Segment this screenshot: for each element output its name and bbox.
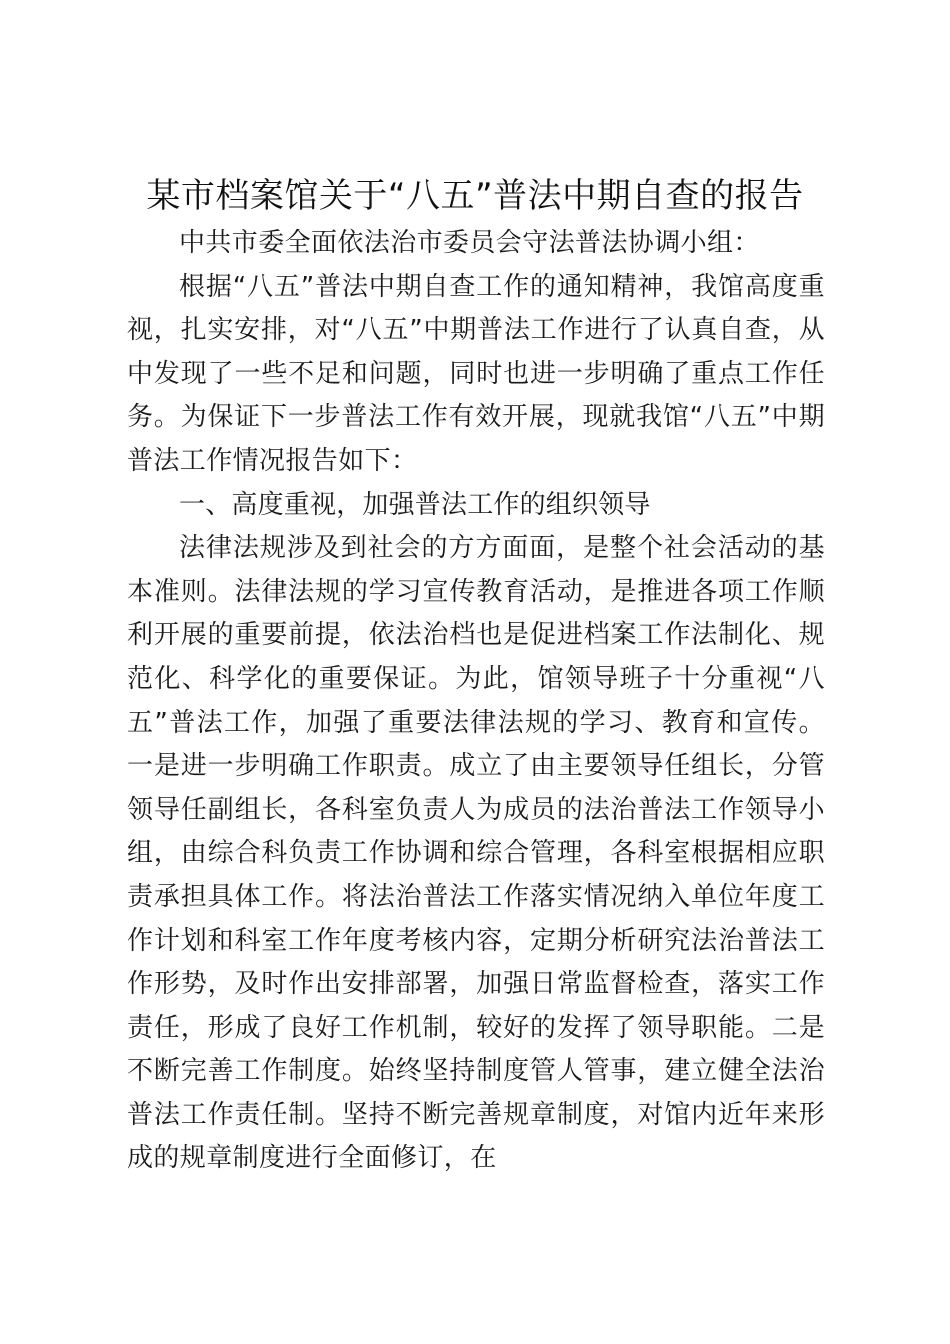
section-heading: 一、高度重视，加强普法工作的组织领导 [179, 489, 651, 520]
document-title: 某市档案馆关于“八五”普法中期自查的报告 [146, 176, 804, 216]
salutation: 中共市委全面依法治市委员会守法普法协调小组： [179, 228, 760, 258]
intro-paragraph: 根据“八五”普法中期自查工作的通知精神，我馆高度重视，扎实安排，对“八五”中期普法工作进行了认真自查，从中发现了一些不足和问题，同时也进一步明确了重点工作任务。为保证下一步普法工作有效开展，现就我馆“八五”中期普法工作情况报告如下： [127, 271, 825, 476]
section-paragraph: 法律法规涉及到社会的方方面面，是整个社会活动的基本准则。法律法规的学习宣传教育活动，是推进各项工作顺利开展的重要前提，依法治档也是促进档案工作法制化、规范化、科学化的重要保证。为此，馆领导班子十分重视“八五”普法工作，加强了重要法律法规的学习、教育和宣传。一是进一步明确工作职责。成立了由主要领导任组长，分管领导任副组长，各科室负责人为成员的法治普法工作领导小组，由综合科负责工作协调和综合管理，各科室根据相应职责承担具体工作。将法治普法工作落实情况纳入单位年度工作计划和科室工作年度考核内容，定期分析研究法治普法工作形势，及时作出安排部署，加强日常监督检查，落实工作责任，形成了良好工作机制，较好的发挥了领导职能。二是不断完善工作制度。始终坚持制度管人管事，建立健全法治普法工作责任制。坚持不断完善规章制度，对馆内近年来形成的规章制度进行全面修订，在 [127, 533, 825, 1174]
document-body [127, 222, 825, 1181]
